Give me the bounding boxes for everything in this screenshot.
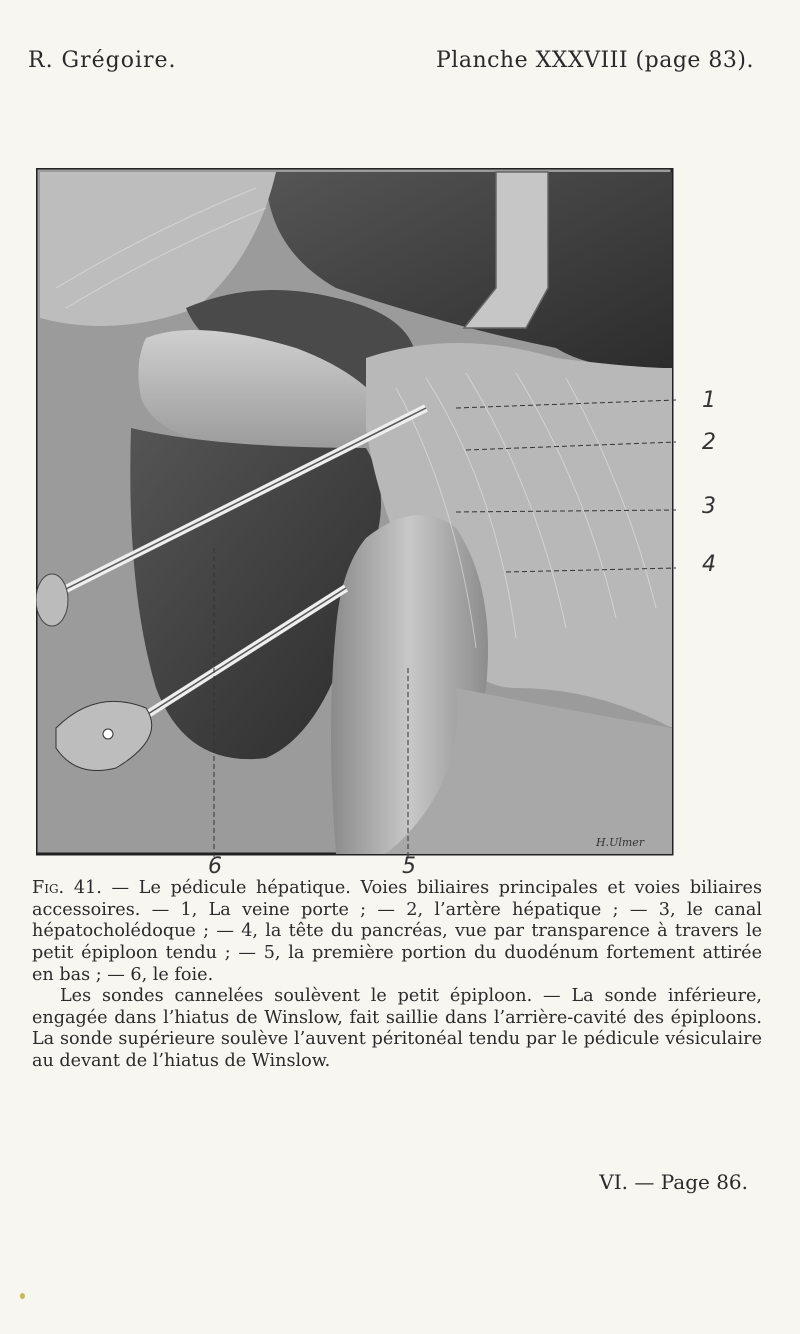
page-header (28, 48, 772, 78)
anatomical-illustration (36, 168, 676, 858)
author-name: R. Grégoire. (28, 48, 177, 73)
label-6: 6 (208, 854, 222, 879)
caption-paragraph-1 (32, 878, 762, 986)
artist-signature: H.Ulmer (596, 836, 645, 849)
caption-paragraph-2: Les sondes cannelées soulèvent le petit épiploon. — La sonde inférieure, engagée dans l’hiatus de Winslow, fait saillie dans l’arrière-cavité des épiploons. La sonde supérieure soulève l’auvent péritonéal tendu par le pédicule vésiculaire au devant de l’hiatus de Winslow. (32, 986, 762, 1071)
label-2: 2 (702, 430, 716, 455)
figure-number: Fig. 41. (32, 878, 102, 898)
label-5: 5 (402, 854, 416, 879)
plate-reference: Planche XXXVIII (page 83). (435, 48, 754, 73)
page-footer: VI. — Page 86. (599, 1170, 748, 1194)
illustration-svg (36, 168, 676, 858)
label-4: 4 (702, 552, 716, 577)
figure-caption (32, 878, 762, 1073)
caption-legend: — Le pédicule hépatique. Voies biliaires principales et voies biliaires accessoires. — 1, La veine porte ; — 2, l’artère hépatique ; — 3, le canal hépatocholédoque ; — 4, la tête du pancréas, vue par transparence à travers le petit épiploon tendu ; — 5, la première portion du duodénum fortement attirée en bas ; — 6, le foie. (32, 878, 762, 985)
label-3: 3 (702, 494, 716, 519)
paper-speck (20, 1293, 25, 1299)
label-1: 1 (702, 388, 716, 413)
